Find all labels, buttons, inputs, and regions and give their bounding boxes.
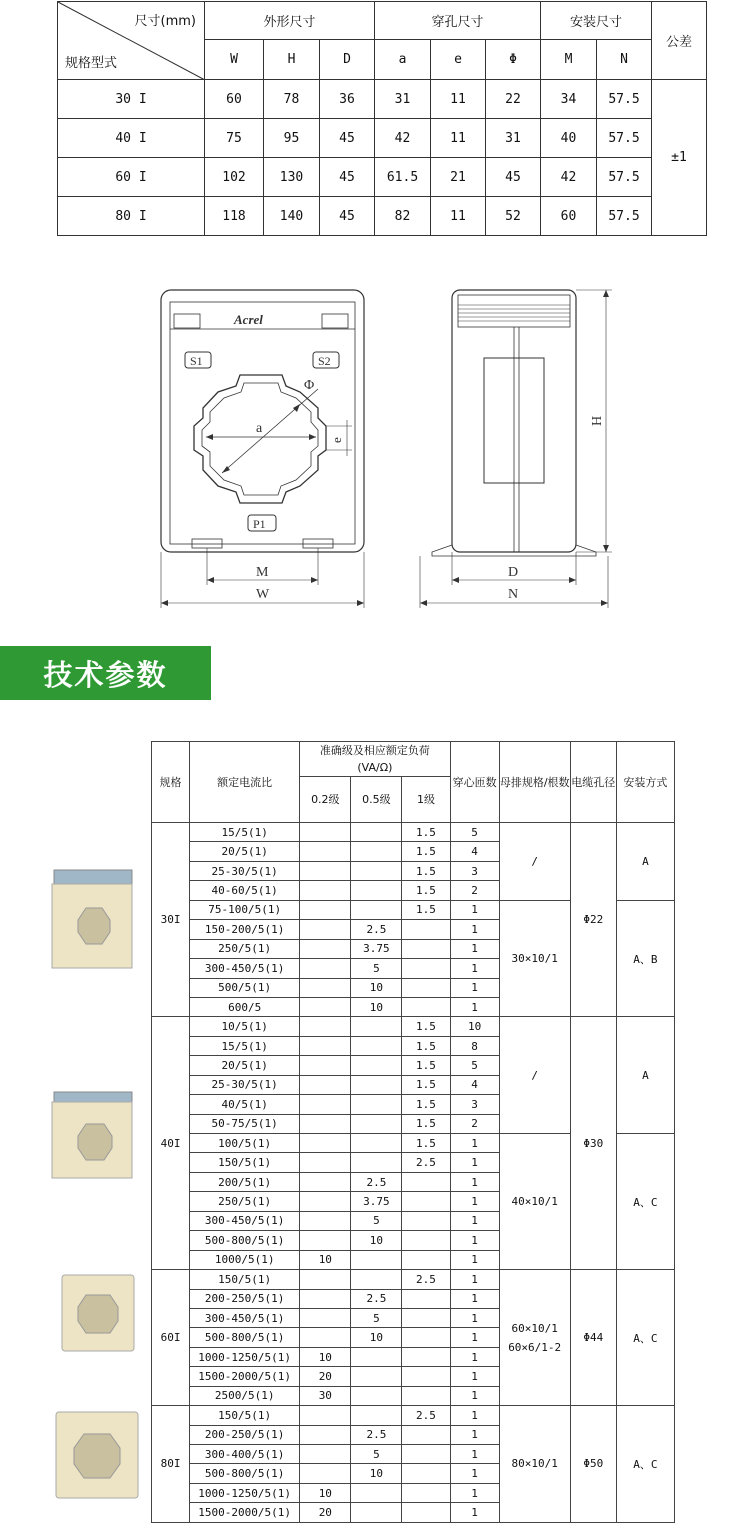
acc-1-cell bbox=[402, 1483, 450, 1502]
acc-02-cell: 30 bbox=[300, 1386, 351, 1405]
spec-cell: 30I bbox=[152, 823, 190, 1017]
acc-05-cell: 10 bbox=[351, 978, 402, 997]
value-cell: 57.5 bbox=[597, 80, 652, 119]
ratio-cell: 50-75/5(1) bbox=[190, 1114, 300, 1133]
turns-cell: 1 bbox=[450, 1445, 499, 1464]
mount-cell: A、C bbox=[616, 1270, 674, 1406]
header-acc-1: 1级 bbox=[402, 777, 450, 823]
acc-05-cell bbox=[351, 1503, 402, 1522]
front-view bbox=[161, 290, 364, 608]
ratio-cell: 300-450/5(1) bbox=[190, 1211, 300, 1230]
value-cell: 45 bbox=[320, 158, 375, 197]
header-accuracy-title: 准确级及相应额定负荷 bbox=[319, 744, 430, 757]
acc-1-cell bbox=[402, 1211, 450, 1230]
acc-05-cell bbox=[351, 1017, 402, 1036]
table-row bbox=[58, 80, 707, 119]
acc-05-cell: 5 bbox=[351, 959, 402, 978]
acc-02-cell bbox=[300, 1075, 351, 1094]
value-cell: 34 bbox=[541, 80, 597, 119]
acc-1-cell: 2.5 bbox=[402, 1153, 450, 1172]
acc-05-cell: 2.5 bbox=[351, 1172, 402, 1191]
corner-header-top: 尺寸(mm) bbox=[134, 14, 196, 29]
turns-cell: 4 bbox=[450, 842, 499, 861]
acc-02-cell bbox=[300, 1231, 351, 1250]
header-accuracy-unit: (VA/Ω) bbox=[357, 761, 393, 774]
acc-05-cell: 2.5 bbox=[351, 920, 402, 939]
dim-d: D bbox=[508, 565, 519, 580]
acc-1-cell bbox=[402, 1250, 450, 1269]
busbar-cell: 80×10/1 bbox=[499, 1406, 570, 1523]
ratio-cell: 15/5(1) bbox=[190, 1036, 300, 1055]
value-cell: 36 bbox=[320, 80, 375, 119]
col-header-h: H bbox=[264, 40, 320, 80]
acc-05-cell bbox=[351, 1347, 402, 1366]
value-cell: 61.5 bbox=[375, 158, 431, 197]
header-busbar: 母排规格/根数 bbox=[499, 742, 570, 823]
acc-02-cell bbox=[300, 1445, 351, 1464]
value-cell: 60 bbox=[205, 80, 264, 119]
ratio-cell: 2500/5(1) bbox=[190, 1386, 300, 1405]
ratio-cell: 1000-1250/5(1) bbox=[190, 1347, 300, 1366]
tolerance-cell: ±1 bbox=[652, 80, 707, 236]
acc-1-cell bbox=[402, 1425, 450, 1444]
acc-1-cell bbox=[402, 1386, 450, 1405]
turns-cell: 1 bbox=[450, 1328, 499, 1347]
turns-cell: 1 bbox=[450, 1367, 499, 1386]
acc-1-cell bbox=[402, 1347, 450, 1366]
mount-cell: A、B bbox=[616, 900, 674, 1017]
col-header-a: a bbox=[375, 40, 431, 80]
ratio-cell: 1000/5(1) bbox=[190, 1250, 300, 1269]
ratio-cell: 500-800/5(1) bbox=[190, 1231, 300, 1250]
acc-02-cell bbox=[300, 881, 351, 900]
acc-02-cell: 10 bbox=[300, 1250, 351, 1269]
model-cell: 40 I bbox=[58, 119, 205, 158]
acc-02-cell bbox=[300, 939, 351, 958]
acc-1-cell bbox=[402, 1308, 450, 1327]
turns-cell: 1 bbox=[450, 900, 499, 919]
value-cell: 11 bbox=[431, 119, 486, 158]
acc-1-cell: 1.5 bbox=[402, 1036, 450, 1055]
table-row bbox=[152, 1406, 675, 1425]
col-header-n: N bbox=[597, 40, 652, 80]
turns-cell: 5 bbox=[450, 823, 499, 842]
acc-02-cell bbox=[300, 900, 351, 919]
acc-1-cell bbox=[402, 1367, 450, 1386]
turns-cell: 1 bbox=[450, 1289, 499, 1308]
table-row bbox=[58, 197, 707, 236]
ratio-cell: 20/5(1) bbox=[190, 1056, 300, 1075]
table-row bbox=[58, 119, 707, 158]
acc-05-cell: 3.75 bbox=[351, 1192, 402, 1211]
mount-cell: A bbox=[616, 1017, 674, 1134]
value-cell: 57.5 bbox=[597, 158, 652, 197]
ratio-cell: 500-800/5(1) bbox=[190, 1328, 300, 1347]
turns-cell: 1 bbox=[450, 1406, 499, 1425]
value-cell: 31 bbox=[375, 80, 431, 119]
ratio-cell: 25-30/5(1) bbox=[190, 1075, 300, 1094]
acc-05-cell bbox=[351, 1114, 402, 1133]
ratio-cell: 250/5(1) bbox=[190, 1192, 300, 1211]
acc-1-cell bbox=[402, 920, 450, 939]
dim-n: N bbox=[508, 587, 519, 602]
acc-02-cell bbox=[300, 1308, 351, 1327]
acc-05-cell: 5 bbox=[351, 1445, 402, 1464]
acc-05-cell bbox=[351, 1075, 402, 1094]
col-header-w: W bbox=[205, 40, 264, 80]
turns-cell: 1 bbox=[450, 1270, 499, 1289]
cross-hole-outline bbox=[194, 375, 326, 503]
turns-cell: 3 bbox=[450, 861, 499, 880]
value-cell: 78 bbox=[264, 80, 320, 119]
acc-02-cell bbox=[300, 1036, 351, 1055]
acc-02-cell bbox=[300, 959, 351, 978]
turns-cell: 1 bbox=[450, 1134, 499, 1153]
acc-1-cell: 1.5 bbox=[402, 881, 450, 900]
acc-05-cell bbox=[351, 881, 402, 900]
model-cell: 60 I bbox=[58, 158, 205, 197]
acc-02-cell bbox=[300, 997, 351, 1016]
section-title: 技术参数 bbox=[0, 646, 211, 700]
acc-1-cell: 2.5 bbox=[402, 1270, 450, 1289]
corner-header-bottom: 规格型式 bbox=[65, 56, 118, 71]
acc-1-cell bbox=[402, 1289, 450, 1308]
acc-05-cell: 10 bbox=[351, 1464, 402, 1483]
header-turns: 穿心匝数 bbox=[450, 742, 499, 823]
terminal-p1: P1 bbox=[253, 517, 266, 531]
mount-cell: A bbox=[616, 823, 674, 901]
acc-1-cell: 1.5 bbox=[402, 1134, 450, 1153]
mount-cell: A、C bbox=[616, 1134, 674, 1270]
turns-cell: 1 bbox=[450, 1386, 499, 1405]
col-header-m: M bbox=[541, 40, 597, 80]
acc-05-cell bbox=[351, 1270, 402, 1289]
turns-cell: 8 bbox=[450, 1036, 499, 1055]
acc-1-cell bbox=[402, 1503, 450, 1522]
acc-02-cell bbox=[300, 861, 351, 880]
col-header-e: e bbox=[431, 40, 486, 80]
ratio-cell: 40/5(1) bbox=[190, 1095, 300, 1114]
acc-05-cell bbox=[351, 1367, 402, 1386]
group-header-outline: 外形尺寸 bbox=[205, 2, 375, 40]
turns-cell: 1 bbox=[450, 1308, 499, 1327]
group-header-tolerance: 公差 bbox=[652, 2, 707, 80]
value-cell: 130 bbox=[264, 158, 320, 197]
value-cell: 82 bbox=[375, 197, 431, 236]
header-mount: 安装方式 bbox=[616, 742, 674, 823]
ratio-cell: 250/5(1) bbox=[190, 939, 300, 958]
model-cell: 80 I bbox=[58, 197, 205, 236]
corner-header-cell bbox=[58, 2, 205, 80]
turns-cell: 1 bbox=[450, 1347, 499, 1366]
param-table-body bbox=[152, 823, 675, 1523]
acc-1-cell bbox=[402, 1192, 450, 1211]
acc-02-cell bbox=[300, 1153, 351, 1172]
turns-cell: 1 bbox=[450, 1153, 499, 1172]
value-cell: 21 bbox=[431, 158, 486, 197]
acc-1-cell: 1.5 bbox=[402, 1017, 450, 1036]
side-view bbox=[420, 290, 612, 608]
table-row bbox=[152, 1270, 675, 1289]
ratio-cell: 40-60/5(1) bbox=[190, 881, 300, 900]
col-header-phi: Φ bbox=[486, 40, 541, 80]
acc-1-cell: 1.5 bbox=[402, 861, 450, 880]
ratio-cell: 150/5(1) bbox=[190, 1153, 300, 1172]
table-row bbox=[152, 823, 675, 842]
acc-05-cell bbox=[351, 861, 402, 880]
ratio-cell: 300-400/5(1) bbox=[190, 1445, 300, 1464]
acc-05-cell: 10 bbox=[351, 1231, 402, 1250]
turns-cell: 2 bbox=[450, 881, 499, 900]
acc-1-cell bbox=[402, 997, 450, 1016]
value-cell: 95 bbox=[264, 119, 320, 158]
busbar-cell: / bbox=[499, 1017, 570, 1134]
cable-cell: Φ30 bbox=[570, 1017, 616, 1270]
acc-02-cell bbox=[300, 1425, 351, 1444]
ratio-cell: 15/5(1) bbox=[190, 823, 300, 842]
value-cell: 45 bbox=[320, 197, 375, 236]
value-cell: 60 bbox=[541, 197, 597, 236]
turns-cell: 1 bbox=[450, 920, 499, 939]
turns-cell: 10 bbox=[450, 1017, 499, 1036]
ratio-cell: 150-200/5(1) bbox=[190, 920, 300, 939]
turns-cell: 5 bbox=[450, 1056, 499, 1075]
header-ratio: 额定电流比 bbox=[190, 742, 300, 823]
acc-02-cell: 20 bbox=[300, 1503, 351, 1522]
ratio-cell: 500-800/5(1) bbox=[190, 1464, 300, 1483]
dim-phi: Φ bbox=[304, 378, 315, 393]
dim-a: a bbox=[256, 421, 263, 436]
product-photo-30i bbox=[50, 866, 136, 972]
ratio-cell: 25-30/5(1) bbox=[190, 861, 300, 880]
group-header-mount: 安装尺寸 bbox=[541, 2, 652, 40]
acc-05-cell bbox=[351, 1036, 402, 1055]
ratio-cell: 20/5(1) bbox=[190, 842, 300, 861]
table-row bbox=[58, 158, 707, 197]
acc-05-cell bbox=[351, 1134, 402, 1153]
acc-02-cell bbox=[300, 842, 351, 861]
header-acc-05: 0.5级 bbox=[351, 777, 402, 823]
acc-1-cell: 1.5 bbox=[402, 842, 450, 861]
terminal-s1: S1 bbox=[190, 354, 203, 368]
acc-05-cell: 10 bbox=[351, 997, 402, 1016]
acc-02-cell bbox=[300, 1270, 351, 1289]
ratio-cell: 500/5(1) bbox=[190, 978, 300, 997]
acc-05-cell bbox=[351, 1250, 402, 1269]
value-cell: 57.5 bbox=[597, 119, 652, 158]
header-accuracy bbox=[300, 742, 450, 777]
turns-cell: 1 bbox=[450, 959, 499, 978]
value-cell: 31 bbox=[486, 119, 541, 158]
acc-1-cell bbox=[402, 939, 450, 958]
product-photo-80i bbox=[54, 1410, 140, 1500]
turns-cell: 1 bbox=[450, 997, 499, 1016]
acc-05-cell bbox=[351, 842, 402, 861]
spec-cell: 80I bbox=[152, 1406, 190, 1523]
model-cell: 30 I bbox=[58, 80, 205, 119]
turns-cell: 1 bbox=[450, 1172, 499, 1191]
acc-1-cell bbox=[402, 1464, 450, 1483]
acc-02-cell bbox=[300, 1134, 351, 1153]
acc-02-cell bbox=[300, 920, 351, 939]
technical-drawing bbox=[150, 280, 620, 610]
ratio-cell: 300-450/5(1) bbox=[190, 1308, 300, 1327]
acc-1-cell bbox=[402, 959, 450, 978]
acc-1-cell: 1.5 bbox=[402, 1114, 450, 1133]
ratio-cell: 300-450/5(1) bbox=[190, 959, 300, 978]
header-cable: 电缆孔径 bbox=[570, 742, 616, 823]
dim-e: e bbox=[329, 437, 344, 443]
acc-02-cell bbox=[300, 1172, 351, 1191]
acc-02-cell bbox=[300, 1114, 351, 1133]
product-photo-60i bbox=[60, 1273, 136, 1353]
acc-05-cell bbox=[351, 1056, 402, 1075]
terminal-s2: S2 bbox=[318, 354, 331, 368]
turns-cell: 1 bbox=[450, 939, 499, 958]
acc-05-cell bbox=[351, 823, 402, 842]
value-cell: 45 bbox=[320, 119, 375, 158]
brand-label: Acrel bbox=[234, 312, 263, 327]
ratio-cell: 10/5(1) bbox=[190, 1017, 300, 1036]
cable-cell: Φ50 bbox=[570, 1406, 616, 1523]
acc-05-cell: 5 bbox=[351, 1211, 402, 1230]
acc-1-cell: 1.5 bbox=[402, 900, 450, 919]
value-cell: 52 bbox=[486, 197, 541, 236]
acc-02-cell bbox=[300, 1056, 351, 1075]
ratio-cell: 600/5 bbox=[190, 997, 300, 1016]
acc-1-cell: 1.5 bbox=[402, 823, 450, 842]
table-row bbox=[152, 1017, 675, 1036]
turns-cell: 1 bbox=[450, 1425, 499, 1444]
spec-cell: 60I bbox=[152, 1270, 190, 1406]
acc-02-cell bbox=[300, 1328, 351, 1347]
turns-cell: 1 bbox=[450, 1483, 499, 1502]
acc-05-cell bbox=[351, 900, 402, 919]
acc-02-cell bbox=[300, 1211, 351, 1230]
value-cell: 102 bbox=[205, 158, 264, 197]
acc-02-cell bbox=[300, 1406, 351, 1425]
acc-02-cell: 10 bbox=[300, 1347, 351, 1366]
ratio-cell: 75-100/5(1) bbox=[190, 900, 300, 919]
turns-cell: 1 bbox=[450, 1250, 499, 1269]
value-cell: 140 bbox=[264, 197, 320, 236]
ratio-cell: 150/5(1) bbox=[190, 1406, 300, 1425]
acc-05-cell: 10 bbox=[351, 1328, 402, 1347]
acc-05-cell bbox=[351, 1153, 402, 1172]
dim-h: H bbox=[590, 415, 605, 426]
acc-1-cell: 1.5 bbox=[402, 1056, 450, 1075]
acc-05-cell bbox=[351, 1483, 402, 1502]
value-cell: 75 bbox=[205, 119, 264, 158]
acc-1-cell bbox=[402, 1231, 450, 1250]
busbar-cell: / bbox=[499, 823, 570, 901]
acc-02-cell bbox=[300, 1192, 351, 1211]
cable-cell: Φ22 bbox=[570, 823, 616, 1017]
acc-1-cell bbox=[402, 1172, 450, 1191]
group-header-hole: 穿孔尺寸 bbox=[375, 2, 541, 40]
ratio-cell: 200-250/5(1) bbox=[190, 1425, 300, 1444]
acc-1-cell: 1.5 bbox=[402, 1095, 450, 1114]
col-header-d: D bbox=[320, 40, 375, 80]
ratio-cell: 1000-1250/5(1) bbox=[190, 1483, 300, 1502]
dim-m: M bbox=[256, 565, 269, 580]
value-cell: 11 bbox=[431, 80, 486, 119]
acc-1-cell bbox=[402, 1328, 450, 1347]
ratio-cell: 150/5(1) bbox=[190, 1270, 300, 1289]
acc-05-cell bbox=[351, 1095, 402, 1114]
value-cell: 42 bbox=[541, 158, 597, 197]
header-acc-02: 0.2级 bbox=[300, 777, 351, 823]
busbar-cell: 60×10/1 60×6/1-2 bbox=[499, 1270, 570, 1406]
turns-cell: 1 bbox=[450, 1211, 499, 1230]
spec-cell: 40I bbox=[152, 1017, 190, 1270]
turns-cell: 2 bbox=[450, 1114, 499, 1133]
acc-1-cell: 1.5 bbox=[402, 1075, 450, 1094]
turns-cell: 1 bbox=[450, 1503, 499, 1522]
turns-cell: 3 bbox=[450, 1095, 499, 1114]
busbar-cell: 30×10/1 bbox=[499, 900, 570, 1017]
acc-05-cell: 2.5 bbox=[351, 1289, 402, 1308]
param-table bbox=[151, 741, 675, 1523]
ratio-cell: 200-250/5(1) bbox=[190, 1289, 300, 1308]
turns-cell: 4 bbox=[450, 1075, 499, 1094]
turns-cell: 1 bbox=[450, 1192, 499, 1211]
acc-05-cell bbox=[351, 1386, 402, 1405]
acc-02-cell bbox=[300, 1464, 351, 1483]
dim-w: W bbox=[256, 587, 270, 602]
acc-02-cell: 10 bbox=[300, 1483, 351, 1502]
ratio-cell: 100/5(1) bbox=[190, 1134, 300, 1153]
acc-02-cell bbox=[300, 1289, 351, 1308]
ratio-cell: 200/5(1) bbox=[190, 1172, 300, 1191]
acc-02-cell: 20 bbox=[300, 1367, 351, 1386]
value-cell: 57.5 bbox=[597, 197, 652, 236]
acc-05-cell bbox=[351, 1406, 402, 1425]
acc-05-cell: 5 bbox=[351, 1308, 402, 1327]
turns-cell: 1 bbox=[450, 1231, 499, 1250]
value-cell: 11 bbox=[431, 197, 486, 236]
ratio-cell: 1500-2000/5(1) bbox=[190, 1367, 300, 1386]
acc-1-cell: 2.5 bbox=[402, 1406, 450, 1425]
acc-02-cell bbox=[300, 1095, 351, 1114]
value-cell: 22 bbox=[486, 80, 541, 119]
acc-1-cell bbox=[402, 1445, 450, 1464]
cable-cell: Φ44 bbox=[570, 1270, 616, 1406]
value-cell: 42 bbox=[375, 119, 431, 158]
acc-02-cell bbox=[300, 1017, 351, 1036]
acc-1-cell bbox=[402, 978, 450, 997]
product-photo-40i bbox=[50, 1090, 136, 1182]
busbar-cell: 40×10/1 bbox=[499, 1134, 570, 1270]
acc-02-cell bbox=[300, 978, 351, 997]
dimension-table bbox=[57, 1, 707, 236]
turns-cell: 1 bbox=[450, 978, 499, 997]
ratio-cell: 1500-2000/5(1) bbox=[190, 1503, 300, 1522]
mount-cell: A、C bbox=[616, 1406, 674, 1523]
acc-05-cell: 3.75 bbox=[351, 939, 402, 958]
value-cell: 45 bbox=[486, 158, 541, 197]
value-cell: 40 bbox=[541, 119, 597, 158]
acc-05-cell: 2.5 bbox=[351, 1425, 402, 1444]
turns-cell: 1 bbox=[450, 1464, 499, 1483]
acc-02-cell bbox=[300, 823, 351, 842]
header-spec: 规格 bbox=[152, 742, 190, 823]
value-cell: 118 bbox=[205, 197, 264, 236]
